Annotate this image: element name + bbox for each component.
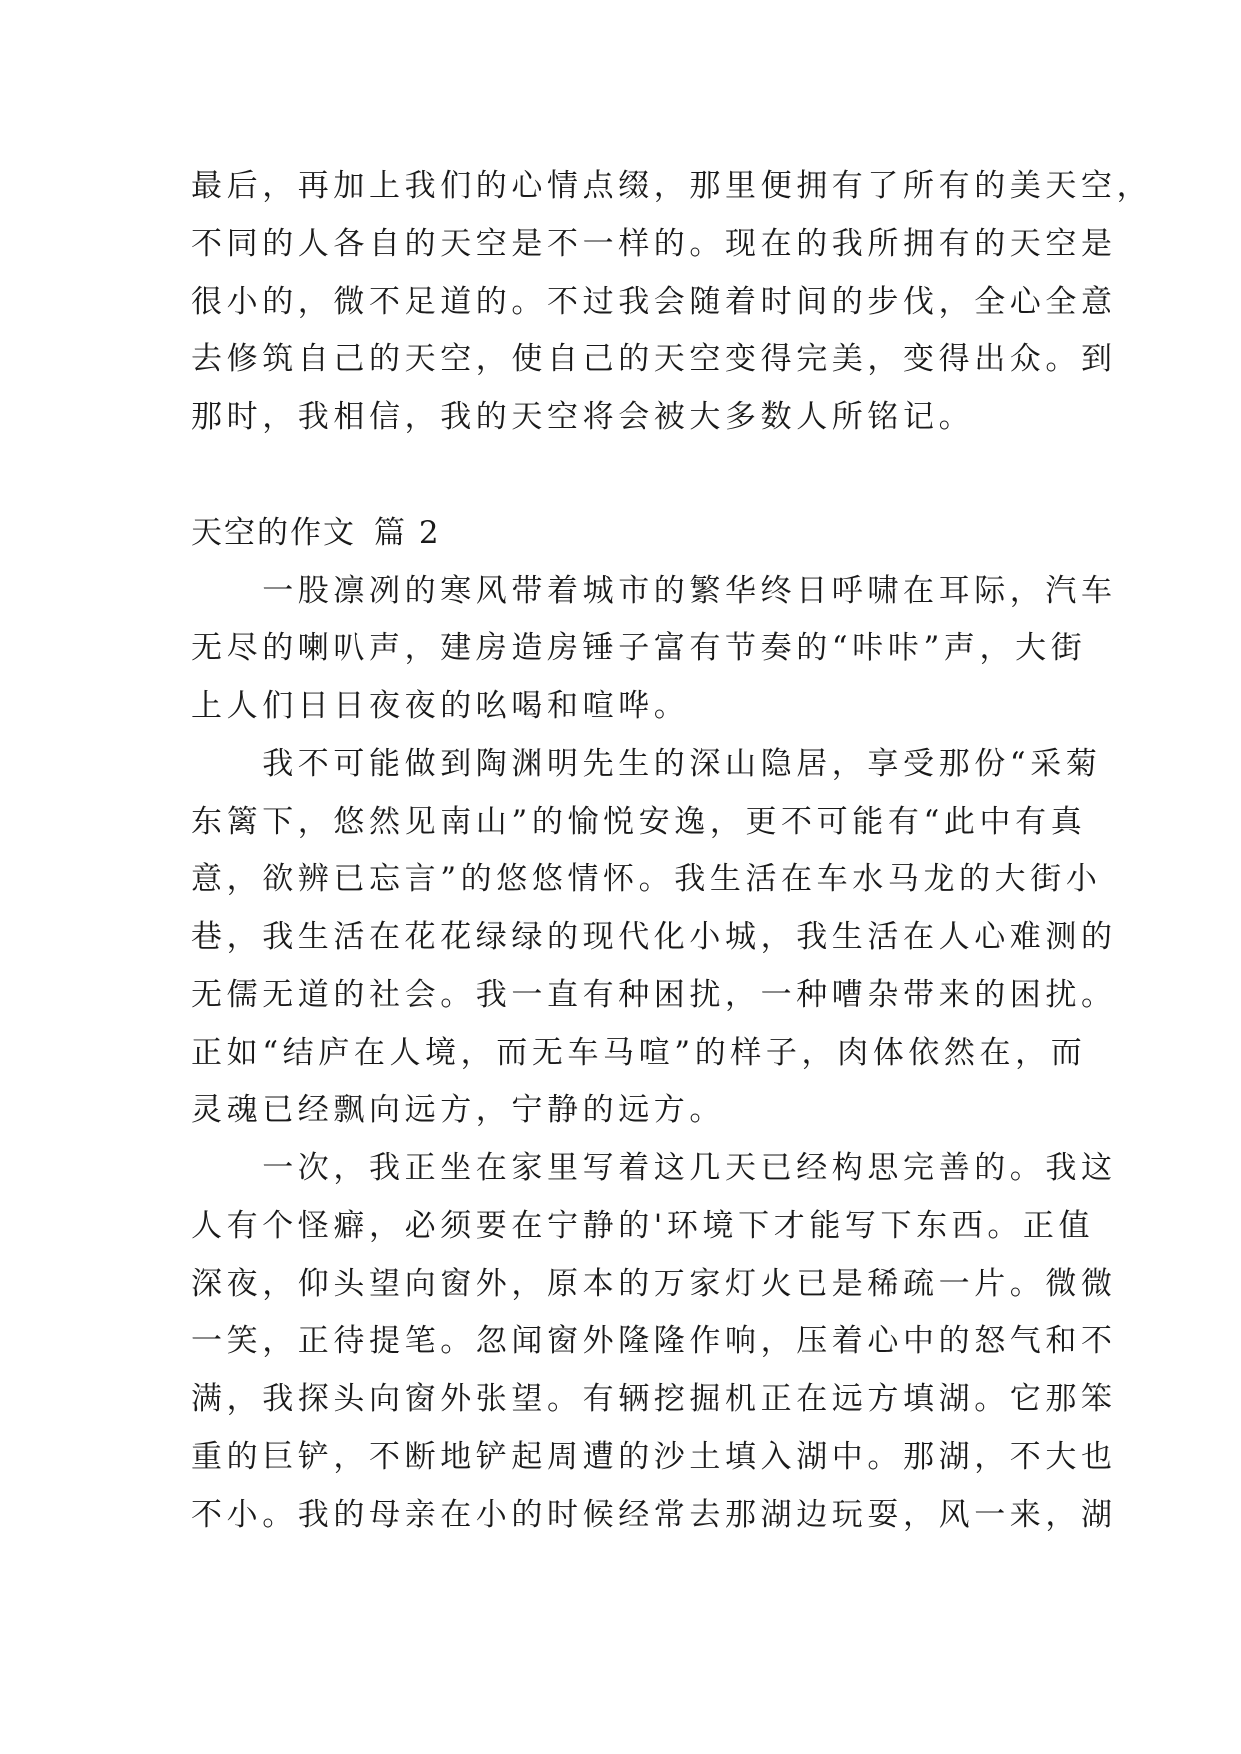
- text-line: 去修筑自己的天空，使自己的天空变得完美，变得出众。到: [191, 341, 1117, 377]
- text-line: 意，欲辨已忘言”的悠悠情怀。我生活在车水马龙的大街小: [191, 861, 1102, 897]
- text-line: 上人们日日夜夜的吆喝和喧哗。: [191, 688, 690, 724]
- text-line: 那时，我相信，我的天空将会被大多数人所铭记。: [191, 399, 975, 435]
- text-line: 重的巨铲，不断地铲起周遭的沙土填入湖中。那湖，不大也: [191, 1439, 1117, 1475]
- text-line: 最后，再加上我们的心情点缀，那里便拥有了所有的美天空，: [191, 168, 1153, 204]
- text-line: 巷，我生活在花花绿绿的现代化小城，我生活在人心难测的: [191, 919, 1117, 955]
- text-line: 正如“结庐在人境，而无车马喧”的样子，肉体依然在，而: [191, 1035, 1087, 1071]
- text-line: 东篱下，悠然见南山”的愉悦安逸，更不可能有“此中有真: [191, 804, 1087, 840]
- text-line: 不同的人各自的天空是不一样的。现在的我所拥有的天空是: [191, 226, 1117, 262]
- section-title: 天空的作文: [191, 515, 356, 551]
- section-part: 篇 2: [374, 515, 441, 551]
- text-line: 满，我探头向窗外张望。有辆挖掘机正在远方填湖。它那笨: [191, 1381, 1117, 1417]
- text-line: 很小的，微不足道的。不过我会随着时间的步伐，全心全意: [191, 284, 1117, 320]
- text-line: 无尽的喇叭声，建房造房锤子富有节奏的“咔咔”声，大街: [191, 630, 1087, 666]
- text-line: 深夜，仰头望向窗外，原本的万家灯火已是稀疏一片。微微: [191, 1266, 1117, 1302]
- text-line: 不小。我的母亲在小的时候经常去那湖边玩耍，风一来，湖: [191, 1497, 1117, 1533]
- text-line: 一笑，正待提笔。忽闻窗外隆隆作响，压着心中的怒气和不: [191, 1323, 1117, 1359]
- text-line: 我不可能做到陶渊明先生的深山隐居，享受那份“采菊: [191, 746, 1102, 782]
- text-line: 一股凛冽的寒风带着城市的繁华终日呼啸在耳际，汽车: [191, 573, 1117, 609]
- text-line: 无儒无道的社会。我一直有种困扰，一种嘈杂带来的困扰。: [191, 977, 1117, 1013]
- text-line: 灵魂已经飘向远方，宁静的远方。: [191, 1092, 725, 1128]
- text-line: 人有个怪癖，必须要在宁静的'环境下才能写下东西。正值: [191, 1208, 1095, 1244]
- text-line: 一次，我正坐在家里写着这几天已经构思完善的。我这: [191, 1150, 1117, 1186]
- section-heading: [191, 513, 441, 553]
